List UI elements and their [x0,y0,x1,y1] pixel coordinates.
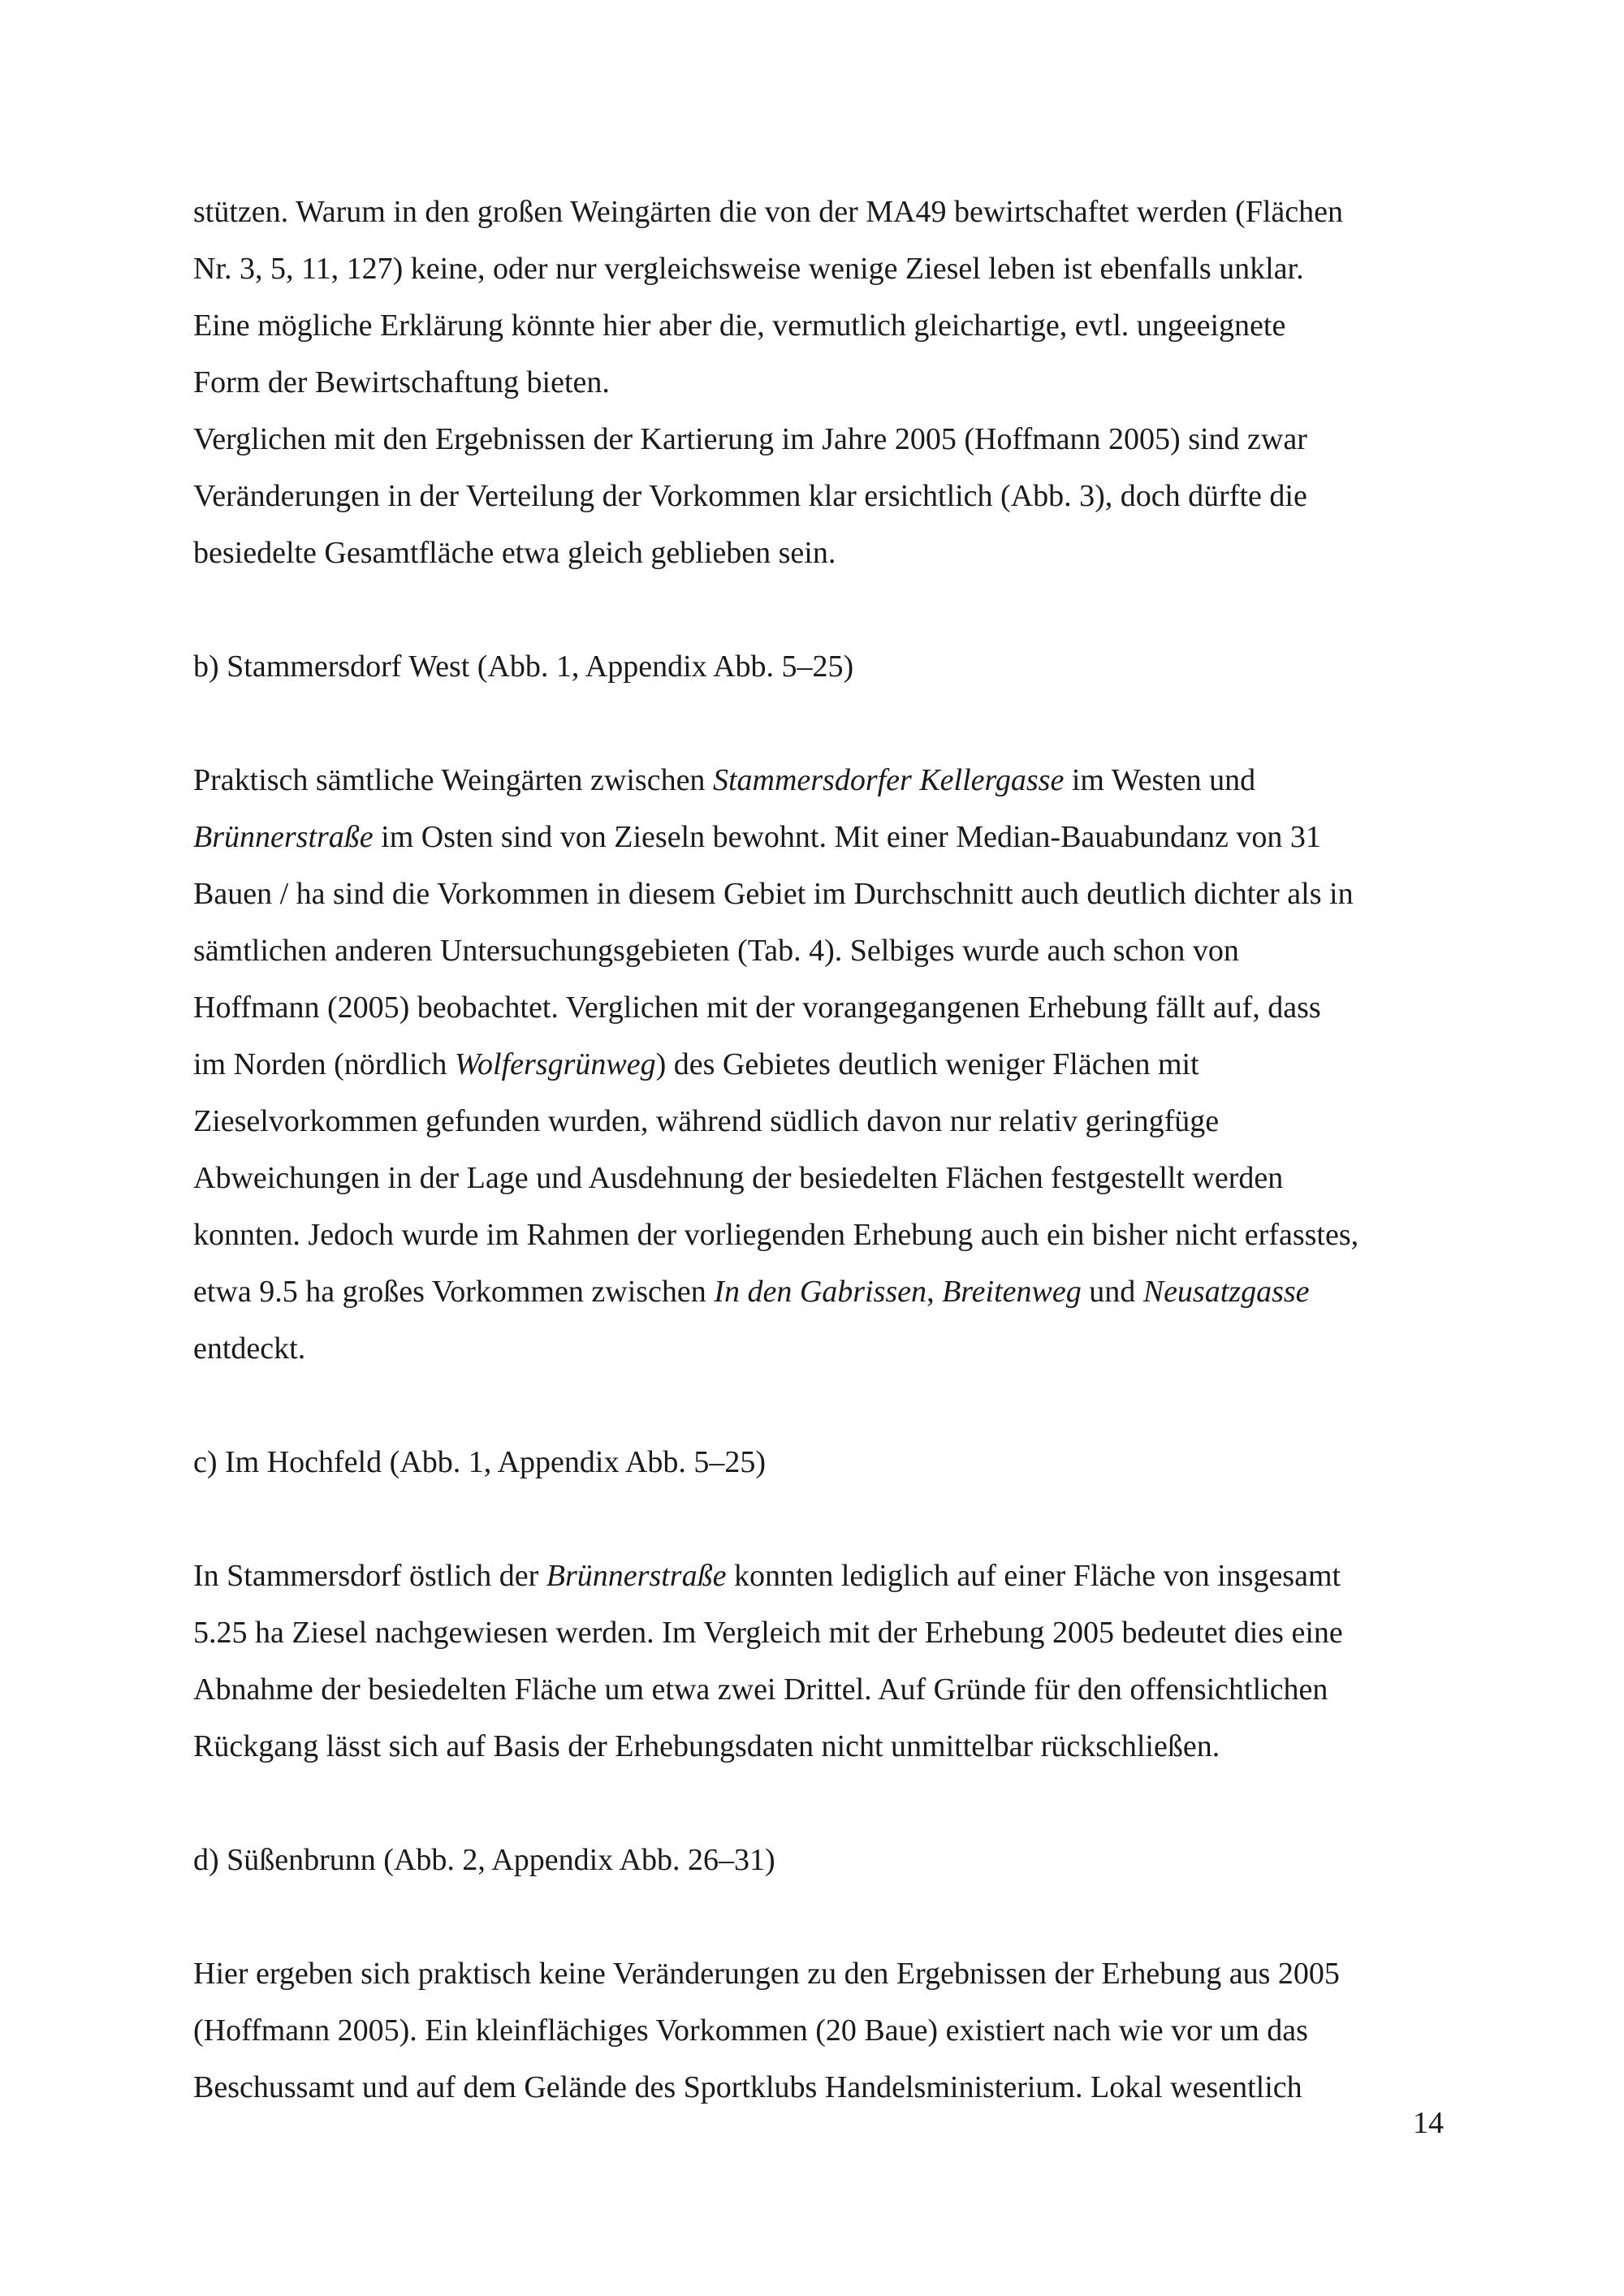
text-line: 5.25 ha Ziesel nachgewiesen werden. Im Vergleich mit der Erhebung 2005 bedeutet dies eine [193,1616,1343,1650]
document-page [193,183,1460,2116]
spacer [193,1775,1460,1832]
section-heading-d: d) Süßenbrunn (Abb. 2, Appendix Abb. 26–31) [193,1843,775,1877]
text-line: etwa 9.5 ha großes Vorkommen zwischen In den Gabrissen, Breitenweg und Neusatzgasse [193,1275,1310,1309]
text-line: In Stammersdorf östlich der Brünnerstraße konnten lediglich auf einer Fläche von insgesamt [193,1559,1341,1593]
text-line: Abnahme der besiedelten Fläche um etwa zwei Drittel. Auf Gründe für den offensichtlichen [193,1672,1328,1707]
text-line: besiedelte Gesamtfläche etwa gleich geblieben sein. [193,536,836,570]
text-line: Veränderungen in der Verteilung der Vorkommen klar ersichtlich (Abb. 3), doch dürfte die [193,479,1307,513]
text-line: Hier ergeben sich praktisch keine Veränderungen zu den Ergebnissen der Erhebung aus 2005 [193,1957,1340,1991]
text-line: Nr. 3, 5, 11, 127) keine, oder nur vergleichsweise wenige Ziesel leben ist ebenfalls unklar. [193,252,1304,286]
spacer [193,1888,1460,1945]
text-line: konnten. Jedoch wurde im Rahmen der vorliegenden Erhebung auch ein bisher nicht erfasstes, [193,1218,1359,1252]
section-d-paragraph [193,1945,1460,2116]
text-line: (Hoffmann 2005). Ein kleinflächiges Vorkommen (20 Baue) existiert nach wie vor um das [193,2013,1308,2048]
section-heading-b: b) Stammersdorf West (Abb. 1, Appendix Abb. 5–25) [193,650,854,684]
text-line: entdeckt. [193,1331,306,1366]
text-line: Zieselvorkommen gefunden wurden, während südlich davon nur relativ geringfüge [193,1104,1220,1138]
section-c-heading-block [193,1434,1460,1491]
spacer [193,581,1460,638]
text-line: Beschussamt und auf dem Gelände des Sportklubs Handelsministerium. Lokal wesentlich [193,2070,1302,2104]
text-line: stützen. Warum in den großen Weingärten die von der MA49 bewirtschaftet werden (Flächen [193,195,1343,229]
text-line: Hoffmann (2005) beobachtet. Verglichen mit der vorangegangenen Erhebung fällt auf, dass [193,990,1321,1025]
section-heading-c: c) Im Hochfeld (Abb. 1, Appendix Abb. 5–25) [193,1445,766,1479]
text-line: im Norden (nördlich Wolfersgrünweg) des Gebietes deutlich weniger Flächen mit [193,1047,1199,1081]
text-line: Rückgang lässt sich auf Basis der Erhebungsdaten nicht unmittelbar rückschließen. [193,1729,1220,1763]
section-b-paragraph [193,752,1460,1377]
spacer [193,695,1460,752]
text-line: Bauen / ha sind die Vorkommen in diesem Gebiet im Durchschnitt auch deutlich dichter als in [193,877,1354,911]
section-c-paragraph [193,1547,1460,1775]
text-line: Eine mögliche Erklärung könnte hier aber die, vermutlich gleichartige, evtl. ungeeignete [193,309,1286,343]
section-d-heading-block [193,1832,1460,1888]
text-line: Brünnerstraße im Osten sind von Zieseln bewohnt. Mit einer Median-Bauabundanz von 31 [193,820,1321,854]
spacer [193,1377,1460,1434]
text-line: Praktisch sämtliche Weingärten zwischen Stammersdorfer Kellergasse im Westen und [193,763,1256,797]
text-line: Abweichungen in der Lage und Ausdehnung der besiedelten Flächen festgestellt werden [193,1161,1284,1195]
text-line: Verglichen mit den Ergebnissen der Kartierung im Jahre 2005 (Hoffmann 2005) sind zwar [193,422,1307,456]
spacer [193,1491,1460,1547]
section-b-heading-block [193,638,1460,695]
text-line: Form der Bewirtschaftung bieten. [193,365,610,399]
paragraph-continuation [193,183,1460,581]
text-line: sämtlichen anderen Untersuchungsgebieten (Tab. 4). Selbiges wurde auch schon von [193,934,1239,968]
page-number: 14 [1413,2106,1444,2140]
